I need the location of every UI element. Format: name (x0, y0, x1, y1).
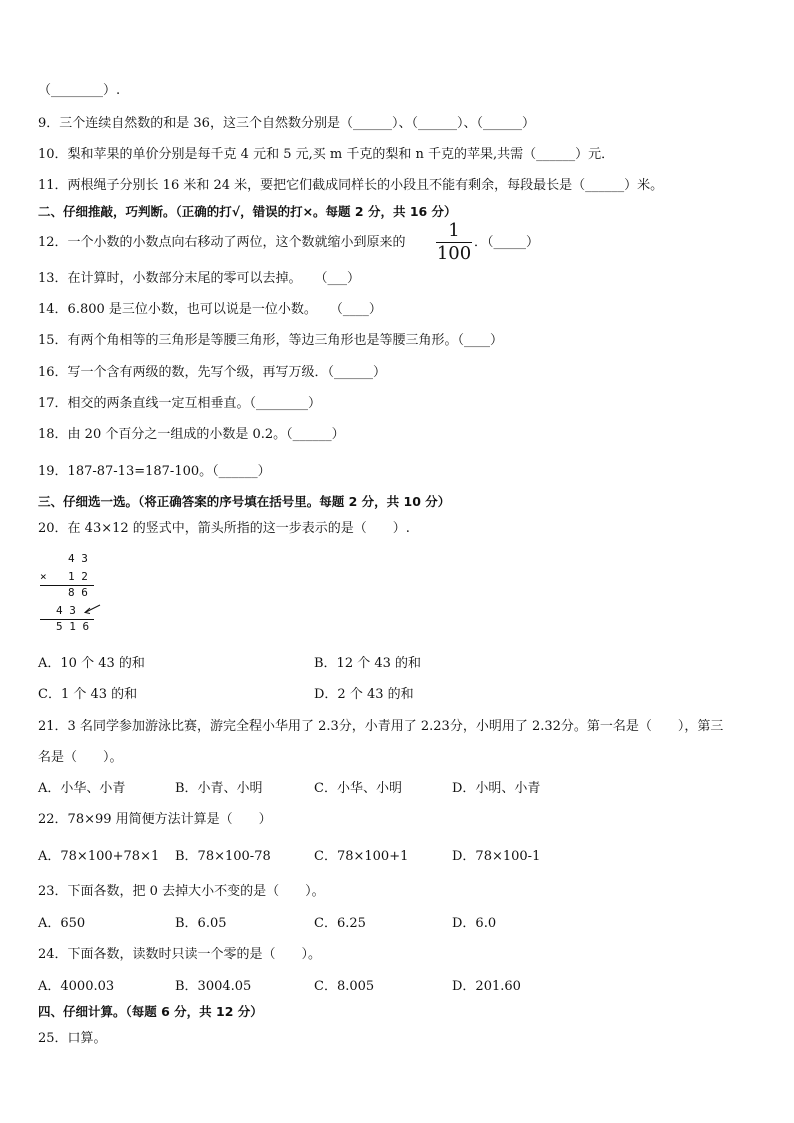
q23-option-c: C．6.25 (314, 916, 366, 931)
section-2-heading: 二、仔细推敲，巧判断。（正确的打√，错误的打×。每题 2 分，共 16 分） (38, 204, 457, 219)
question-11: 11．两根绳子分别长 16 米和 24 米，要把它们截成同样长的小段且不能有剩余，每段最长是（______）米。 (38, 178, 664, 193)
q23-option-a: A．650 (38, 916, 86, 931)
vc-row-multiplicand: 4 3 (68, 552, 88, 565)
question-19: 19．187-87-13=187-100。（______） (38, 464, 271, 479)
vc-row-multiplier: 1 2 (68, 570, 88, 583)
fraction-numerator: 1 (448, 220, 460, 241)
question-21-line-1: 21．3 名同学参加游泳比赛，游完全程小华用了 2.3分，小青用了 2.23分，小明用了 2.32分。第一名是（ ），第三 (38, 719, 724, 734)
q21-option-c: C．小华、小明 (314, 781, 402, 796)
question-21-line-2: 名是（ ）。 (38, 750, 123, 765)
question-12-text: 12．一个小数的小数点向右移动了两位，这个数就缩小到原来的 (38, 235, 406, 250)
vc-row-product: 5 1 6 (56, 620, 90, 633)
q23-option-d: D．6.0 (452, 916, 497, 931)
fraction-denominator: 100 (436, 243, 472, 264)
q21-option-d: D．小明、小青 (452, 781, 541, 796)
question-12-blank: ．（_____） (474, 235, 540, 250)
question-14: 14．6.800 是三位小数，也可以说是一位小数。 （____） (38, 302, 382, 317)
question-24: 24．下面各数，读数时只读一个零的是（ ）。 (38, 947, 322, 962)
question-23: 23．下面各数，把 0 去掉大小不变的是（ ）。 (38, 884, 325, 899)
section-3-heading: 三、仔细选一选。（将正确答案的序号填在括号里。每题 2 分，共 10 分） (38, 494, 451, 509)
vc-row-partial-2: 4 3 (56, 604, 76, 617)
q20-option-b: B．12 个 43 的和 (314, 656, 422, 671)
q23-option-b: B．6.05 (175, 916, 227, 931)
question-10: 10．梨和苹果的单价分别是每千克 4 元和 5 元,买 m 千克的梨和 n 千克的苹果,共需（______）元． (38, 147, 615, 162)
answer-blank-line: （________）. (38, 83, 121, 98)
q24-option-c: C．8.005 (314, 979, 375, 994)
question-16: 16．写一个含有两级的数，先写个级，再写万级．（______） (38, 365, 387, 380)
vc-row-partial-1: 8 6 (68, 586, 88, 599)
question-13: 13．在计算时，小数部分末尾的零可以去掉。 （___） (38, 271, 361, 286)
question-15: 15．有两个角相等的三角形是等腰三角形，等边三角形也是等腰三角形。（____） (38, 333, 504, 348)
vertical-multiplication (38, 551, 108, 641)
q20-option-c: C．1 个 43 的和 (38, 687, 138, 702)
question-22: 22．78×99 用简便方法计算是（ ） (38, 812, 272, 827)
q22-option-c: C．78×100+1 (314, 849, 409, 864)
q21-option-a: A．小华、小青 (38, 781, 126, 796)
q22-option-d: D．78×100-1 (452, 849, 541, 864)
question-20: 20．在 43×12 的竖式中，箭头所指的这一步表示的是（ ）. (38, 521, 410, 536)
fraction-one-hundredth (436, 221, 472, 264)
q21-option-b: B．小青、小明 (175, 781, 263, 796)
q22-option-a: A．78×100+78×1 (38, 849, 160, 864)
q22-option-b: B．78×100-78 (175, 849, 271, 864)
question-25: 25．口算。 (38, 1031, 107, 1046)
question-17: 17．相交的两条直线一定互相垂直。（________） (38, 396, 322, 411)
q20-option-d: D．2 个 43 的和 (314, 687, 414, 702)
q24-option-a: A．4000.03 (38, 979, 115, 994)
q24-option-d: D．201.60 (452, 979, 521, 994)
q24-option-b: B．3004.05 (175, 979, 252, 994)
vc-times-sign: × (40, 570, 47, 583)
question-9: 9．三个连续自然数的和是 36，这三个自然数分别是（______）、（______）、（______） (38, 116, 535, 131)
section-4-heading: 四、仔细计算。（每题 6 分，共 12 分） (38, 1004, 263, 1019)
question-18: 18．由 20 个百分之一组成的小数是 0.2。（______） (38, 427, 345, 442)
q20-option-a: A．10 个 43 的和 (38, 656, 145, 671)
arrow-icon (82, 603, 102, 617)
